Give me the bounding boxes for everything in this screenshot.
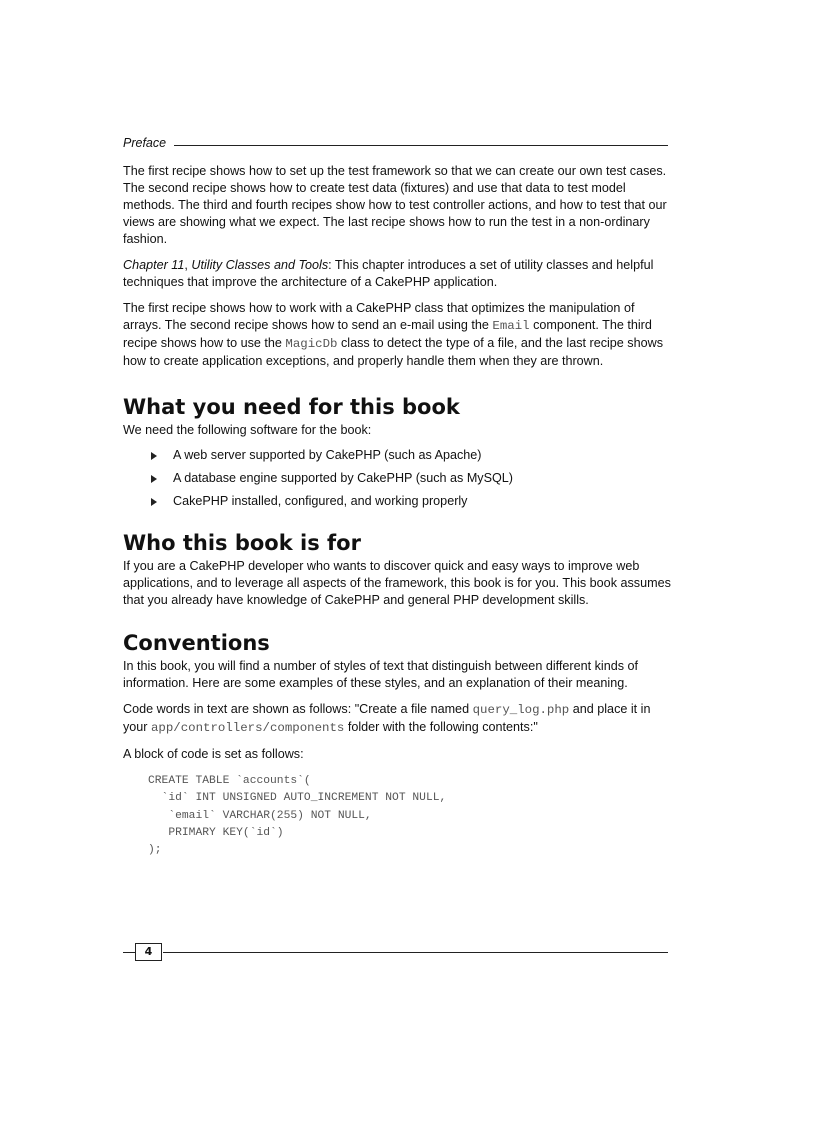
heading-who-this-book-is-for: Who this book is for (123, 531, 361, 555)
chapter-description: : This chapter introduces a set of utility classes and helpful techniques that improve the architecture of a CakePHP application. (123, 258, 654, 289)
triangle-bullet-icon (151, 452, 157, 460)
heading-what-you-need: What you need for this book (123, 395, 460, 419)
text-run: folder with the following contents:" (344, 720, 538, 734)
code-block: CREATE TABLE `accounts`( `id` INT UNSIGNED AUTO_INCREMENT NOT NULL, `email` VARCHAR(255) NOT NULL, PRIMARY KEY(`id`) ); (148, 775, 447, 857)
inline-code-email: Email (492, 319, 530, 333)
paragraph-chapter-11 (123, 257, 671, 291)
inline-code-directory: app/controllers/components (151, 721, 345, 735)
footer-rule-right (163, 952, 668, 953)
text-run: The first recipe shows how to work with a CakePHP class that optimizes the manipulation of arrays. The second recipe shows how to send an e-mail using the (123, 301, 635, 332)
running-title: Preface (123, 136, 174, 150)
inline-code-magicdb: MagicDb (285, 337, 338, 351)
triangle-bullet-icon (151, 475, 157, 483)
list-item-text: CakePHP installed, configured, and working properly (173, 494, 468, 508)
list-item-text: A database engine supported by CakePHP (such as MySQL) (173, 471, 513, 485)
text-run: component. The third recipe shows how to use the (123, 318, 652, 350)
header-rule (123, 145, 668, 146)
heading-conventions: Conventions (123, 631, 270, 655)
text-run: and place it in your (123, 702, 651, 734)
page-content (123, 163, 671, 859)
paragraph-test-recipes: The first recipe shows how to set up the test framework so that we can create our own test cases. The second recipe shows how to create test data (fixtures) and use that data to test model methods. The third and fourth recipes show how to test controller actions, and how to test that our views are showing what we expect. The last recipe shows how to run the test in a non-ordinary fashion. (123, 164, 667, 246)
paragraph-utility-recipes (123, 300, 671, 370)
text-run: class to detect the type of a file, and the last recipe shows how to create application exceptions, and properly handle them when they are thrown. (123, 336, 664, 368)
inline-code-filename: query_log.php (472, 703, 570, 717)
page-footer (123, 943, 668, 961)
software-list (123, 447, 671, 510)
running-header (123, 136, 668, 150)
chapter-separator: , (184, 258, 192, 272)
list-item (151, 447, 671, 464)
need-intro: We need the following software for the book: (123, 423, 372, 437)
who-body: If you are a CakePHP developer who wants to discover quick and easy ways to improve web applications, and to leverage all aspects of the framework, this book is for you. This book assumes that you already have knowledge of CakePHP and general PHP development skills. (123, 559, 671, 607)
list-item (151, 493, 671, 510)
triangle-bullet-icon (151, 498, 157, 506)
code-block-intro: A block of code is set as follows: (123, 747, 304, 761)
chapter-title: Utility Classes and Tools (191, 258, 329, 272)
conventions-intro: In this book, you will find a number of styles of text that distinguish between different kinds of information. Here are some examples of these styles, and an explanation of their meaning. (123, 659, 638, 690)
footer-rule-left (123, 952, 135, 953)
list-item-text: A web server supported by CakePHP (such as Apache) (173, 448, 482, 462)
page-number: 4 (135, 943, 162, 961)
list-item (151, 470, 671, 487)
conventions-code-words (123, 701, 671, 737)
chapter-number: Chapter 11 (123, 258, 185, 272)
text-run: Code words in text are shown as follows: "Create a file named (123, 702, 473, 716)
